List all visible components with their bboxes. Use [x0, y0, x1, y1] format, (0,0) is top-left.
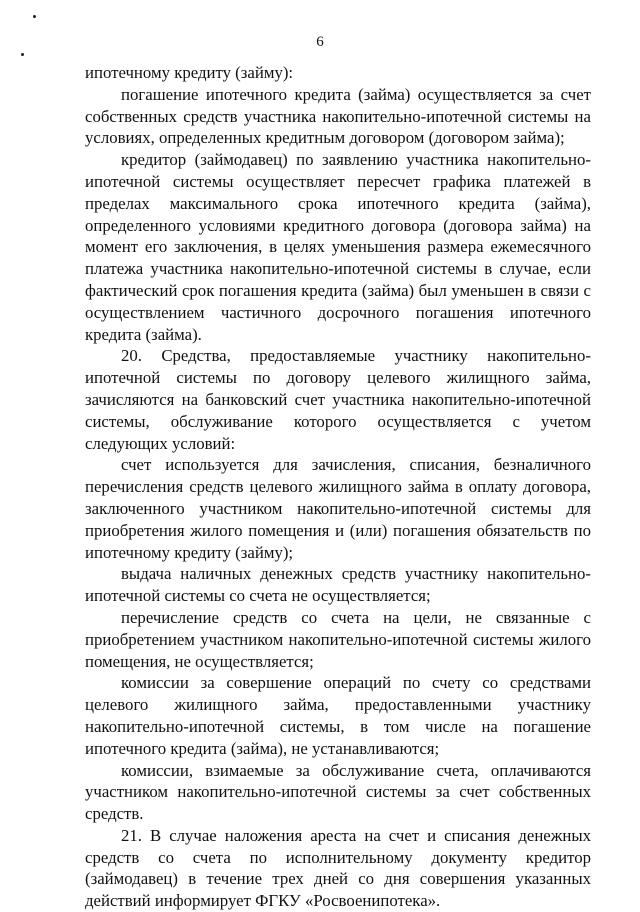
paragraph-continuation: ипотечному кредиту (займу):: [85, 63, 294, 82]
clause-21: 21. В случае наложения ареста на счет и списания денежных средств со счета по исполнительному документу кредитор (займодавец) в течение трех дней со дня совершения указанных действий информирует ФГКУ «Росвоенипотека».: [85, 825, 591, 911]
paragraph: счет используется для зачисления, списания, безналичного перечисления средств целевого жилищного займа в оплату договора, заключенного участником накопительно-ипотечной системы для приобретения жилого помещения и (или) погашения обязательств по ипотечному кредиту (займу);: [85, 455, 591, 562]
page-number: 6: [316, 34, 324, 50]
paragraph: кредитор (займодавец) по заявлению участника накопительно-ипотечной системы осуществляет пересчет графика платежей в пределах максимального срока ипотечного кредита (займа), определенного условиями кредитного договора (договора займа) на момент его заключения, в целях уменьшения размера ежемесячного платежа участника накопительно-ипотечной системы в случае, если фактический срок погашения кредита (займа) был уменьшен в связи с осуществлением частичного досрочного погашения ипотечного кредита (займа).: [85, 150, 591, 344]
paragraph: комиссии, взимаемые за обслуживание счета, оплачиваются участником накопительно-ипотечной системы за счет собственных средств.: [85, 760, 591, 824]
document-body: [85, 62, 591, 912]
scan-speck: [21, 53, 24, 56]
paragraph: выдача наличных денежных средств участнику накопительно-ипотечной системы со счета не осуществляется;: [85, 564, 591, 606]
scan-speck: [33, 15, 36, 18]
paragraph: погашение ипотечного кредита (займа) осуществляется за счет собственных средств участника накопительно-ипотечной системы на условиях, определенных кредитным договором (договором займа);: [85, 84, 591, 148]
clause-20: 20. Средства, предоставляемые участнику накопительно-ипотечной системы по договору целевого жилищного займа, зачисляются на банковский счет участника накопительно-ипотечной системы, обслуживание которого осуществляется с учетом следующих условий:: [85, 346, 591, 453]
paragraph: перечисление средств со счета на цели, не связанные с приобретением участником накопительно-ипотечной системы жилого помещения, не осуществляется;: [85, 607, 591, 671]
paragraph: комиссии за совершение операций по счету со средствами целевого жилищного займа, предоставленными участнику накопительно-ипотечной системы, в том числе на погашение ипотечного кредита (займа), не устанавливаются;: [85, 673, 591, 758]
